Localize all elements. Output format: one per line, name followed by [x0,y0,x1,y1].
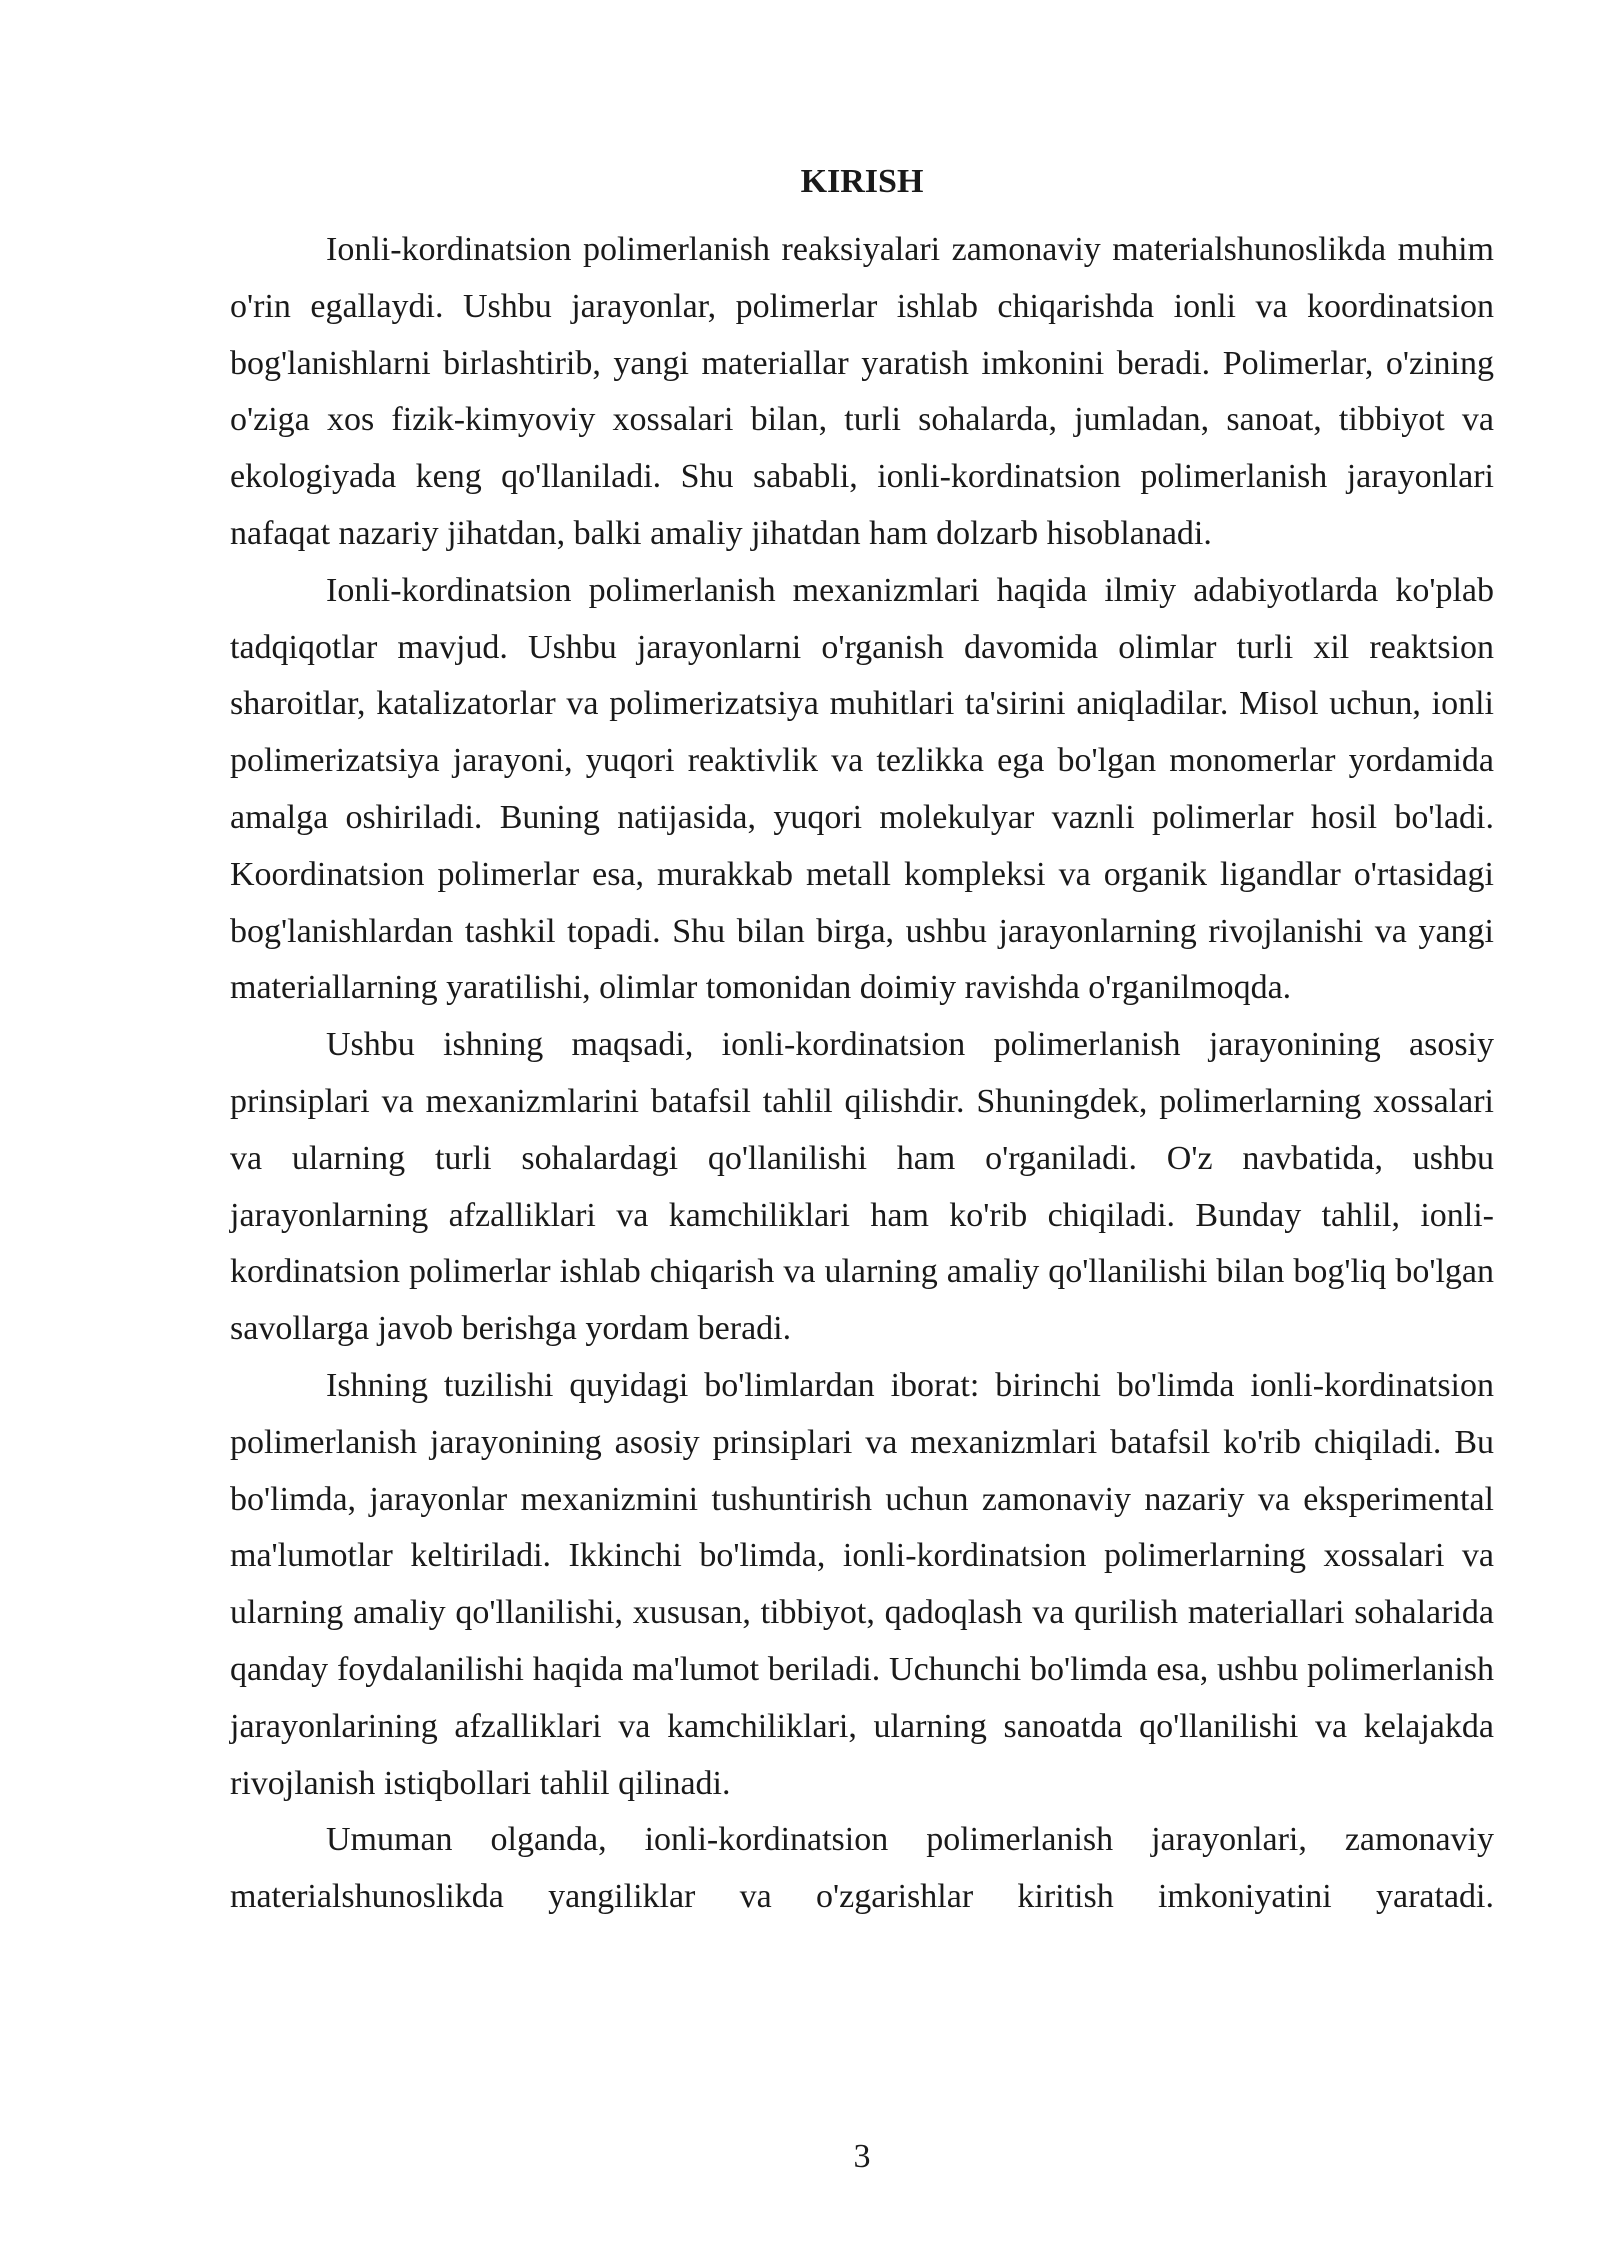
paragraph: Ionli-kordinatsion polimerlanish mexanizmlari haqida ilmiy adabiyotlarda ko'plab tadqiqotlar mavjud. Ushbu jarayonlarni o'rganish davomida olimlar turli xil reaktsion sharoitlar, katalizatorlar va polimerizatsiya muhitlari ta'sirini aniqladilar. Misol uchun, ionli polimerizatsiya jarayoni, yuqori reaktivlik va tezlikka ega bo'lgan monomerlar yordamida amalga oshiriladi. Buning natijasida, yuqori molekulyar vaznli polimerlar hosil bo'ladi. Koordinatsion polimerlar esa, murakkab metall kompleksi va organik ligandlar o'rtasidagi bog'lanishlardan tashkil topadi. Shu bilan birga, ushbu jarayonlarning rivojlanishi va yangi materiallarning yaratilishi, olimlar tomonidan doimiy ravishda o'rganilmoqda. [230,571,1494,1007]
page-number: 3 [853,2138,871,2175]
paragraph: Ushbu ishning maqsadi, ionli-kordinatsion polimerlanish jarayonining asosiy prinsiplari va mexanizmlarini batafsil tahlil qilishdir. Shuningdek, polimerlarning xossalari va ularning turli sohalardagi qo'llanilishi ham o'rganiladi. O'z navbatida, ushbu jarayonlarning afzalliklari va kamchiliklari ham ko'rib chiqiladi. Bunday tahlil, ionli-kordinatsion polimerlar ishlab chiqarish va ularning amaliy qo'llanilishi bilan bog'liq bo'lgan savollarga javob berishga yordam beradi. [230,1026,1494,1348]
paragraph: Ionli-kordinatsion polimerlanish reaksiyalari zamonaviy materialshunoslikda muhim o'rin egallaydi. Ushbu jarayonlar, polimerlar ishlab chiqarishda ionli va koordinatsion bog'lanishlarni birlashtirib, yangi materiallar yaratish imkonini beradi. Polimerlar, o'zining o'ziga xos fizik-kimyoviy xossalari bilan, turli sohalarda, jumladan, sanoat, tibbiyot va ekologiyada keng qo'llaniladi. Shu sababli, ionli-kordinatsion polimerlanish jarayonlari nafaqat nazariy jihatdan, balki amaliy jihatdan ham dolzarb hisoblanadi. [230,231,1494,552]
paragraph: Umuman olganda, ionli-kordinatsion polimerlanish jarayonlari, zamonaviy materialshunoslikda yangiliklar va o'zgarishlar kiritish imkoniyatini yaratadi. [230,1821,1494,1916]
document-page [230,160,1494,1926]
paragraph: Ishning tuzilishi quyidagi bo'limlardan iborat: birinchi bo'limda ionli-kordinatsion polimerlanish jarayonining asosiy prinsiplari va mexanizmlari batafsil ko'rib chiqiladi. Bu bo'limda, jarayonlar mexanizmini tushuntirish uchun zamonaviy nazariy va eksperimental ma'lumotlar keltiriladi. Ikkinchi bo'limda, ionli-kordinatsion polimerlarning xossalari va ularning amaliy qo'llanilishi, xususan, tibbiyot, qadoqlash va qurilish materiallari sohalarida qanday foydalanilishi haqida ma'lumot beriladi. Uchunchi bo'limda esa, ushbu polimerlanish jarayonlarining afzalliklari va kamchiliklari, ularning sanoatda qo'llanilishi va kelajakda rivojlanish istiqbollari tahlil qilinadi. [230,1366,1494,1802]
page-title: KIRISH [800,163,924,200]
